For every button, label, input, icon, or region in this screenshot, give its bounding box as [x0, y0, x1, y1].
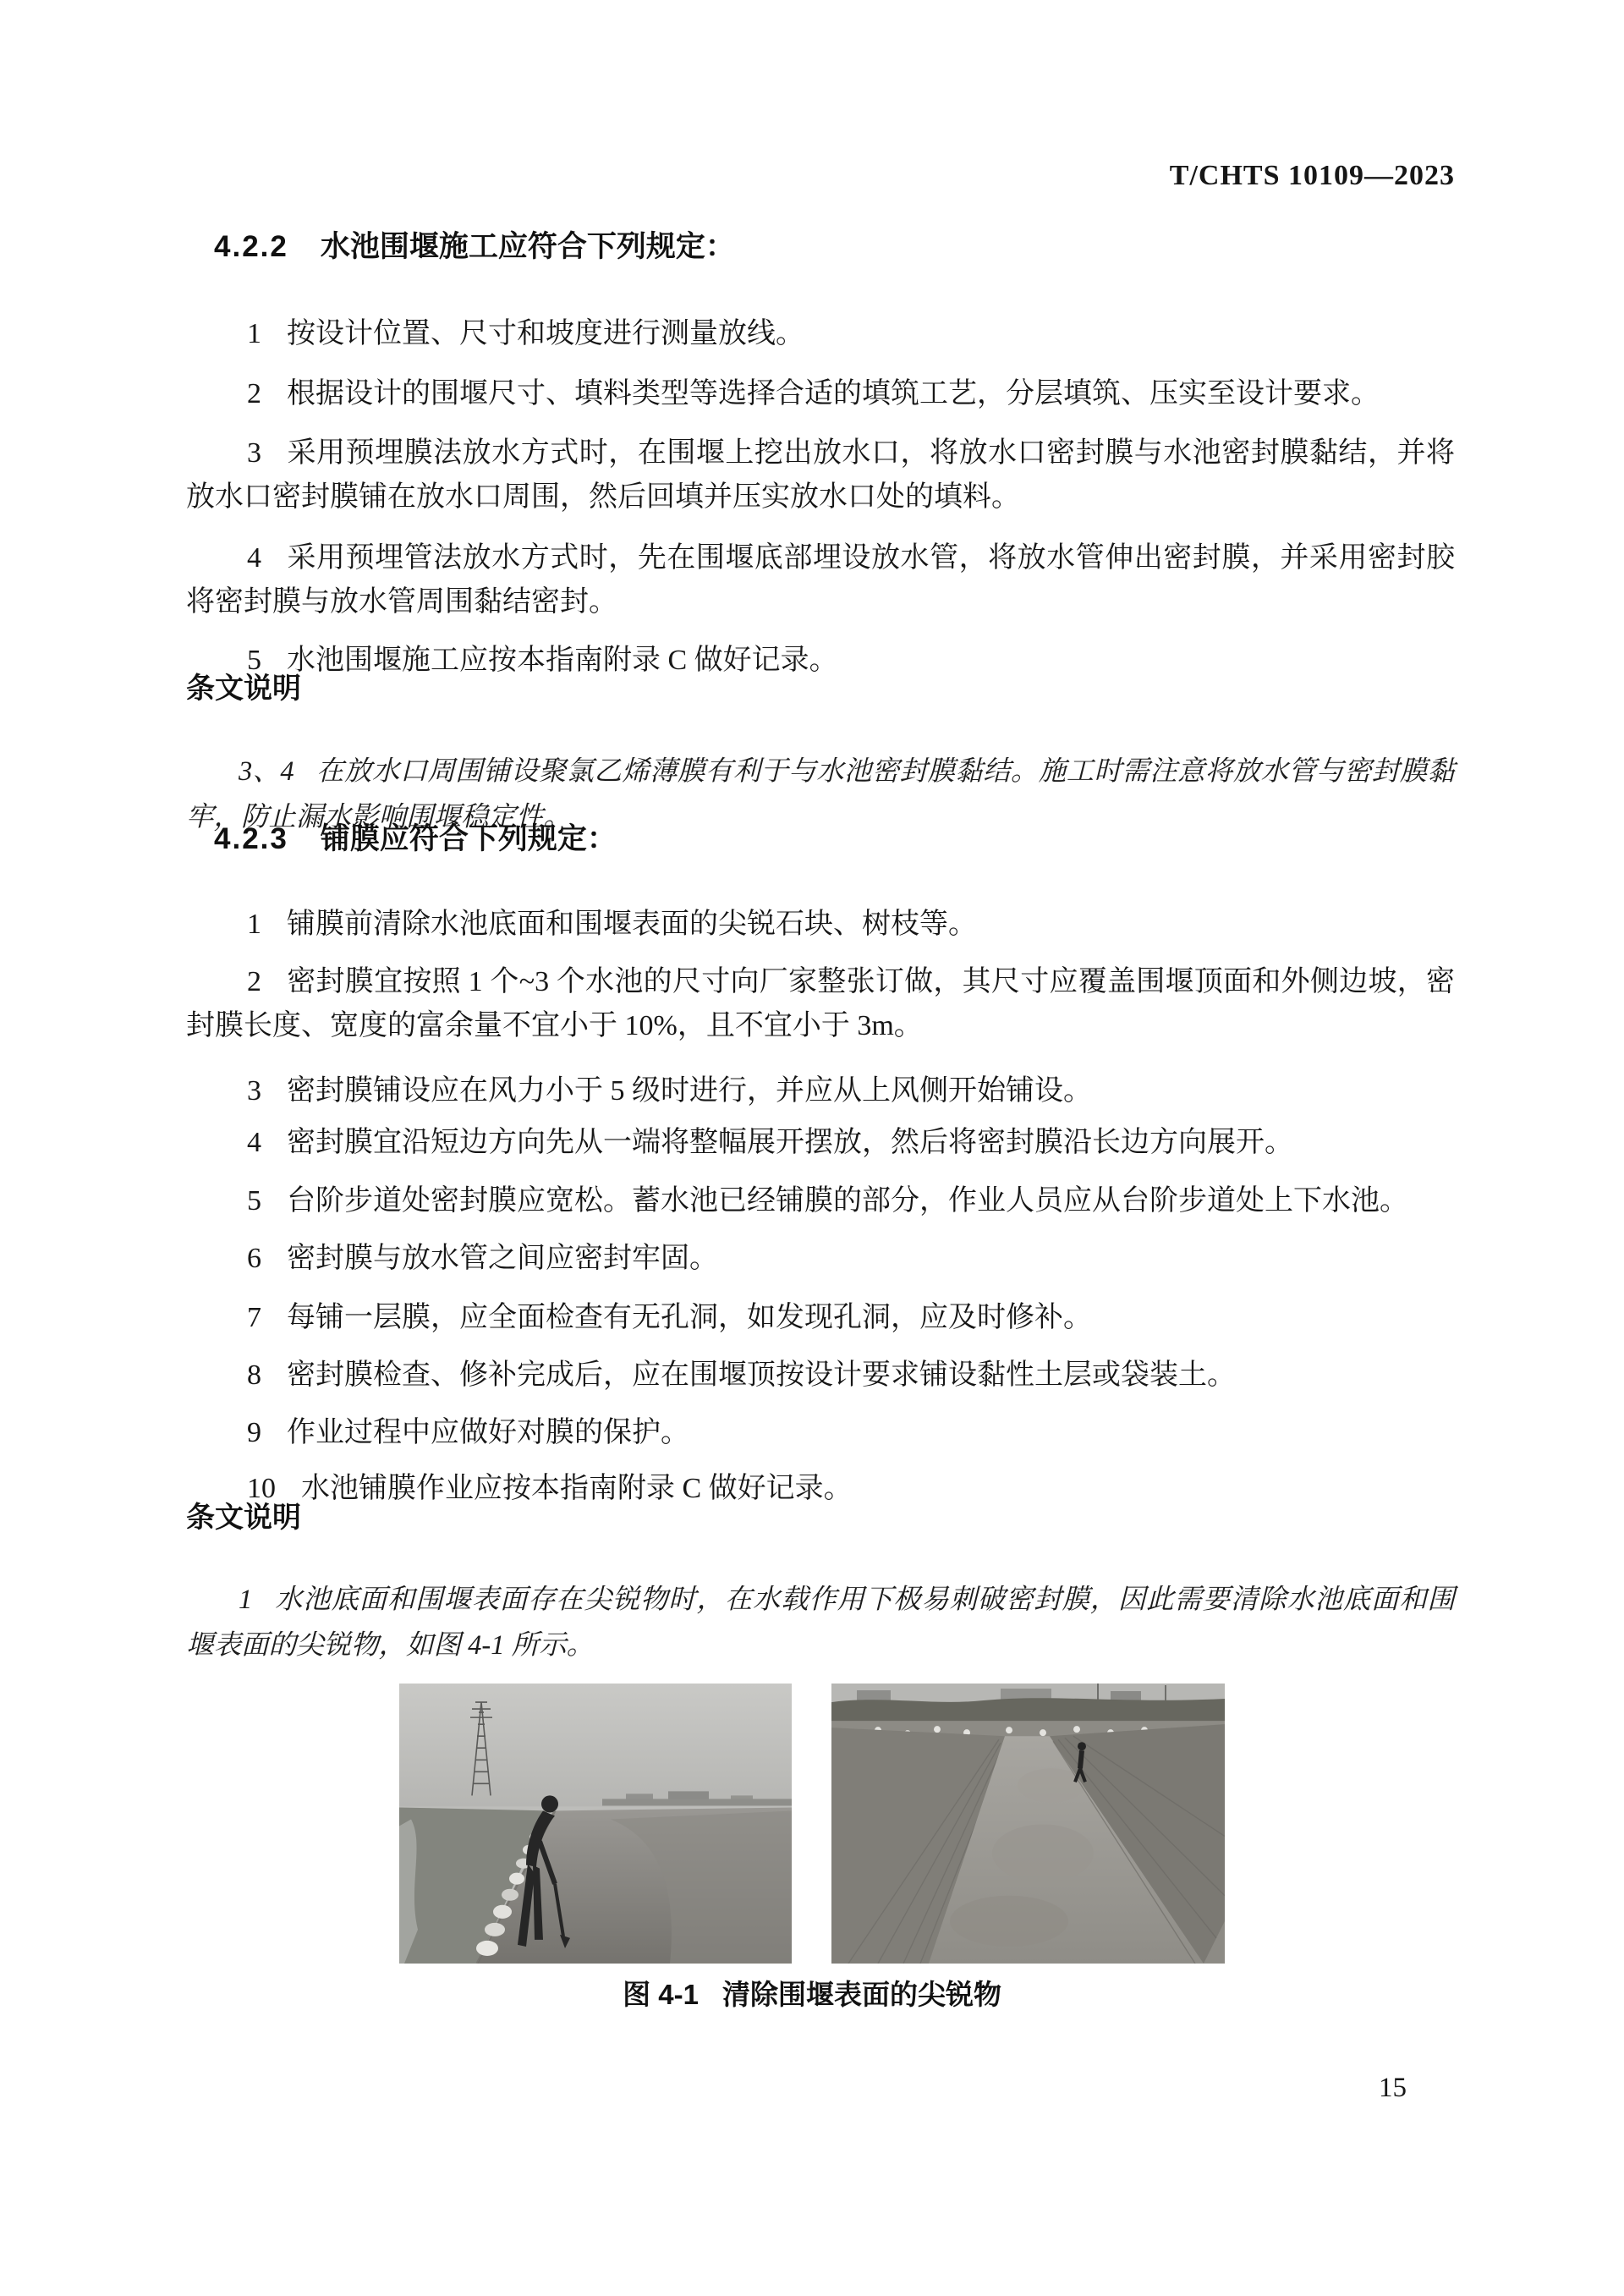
- item-number: 1: [247, 318, 261, 349]
- item-number: 3: [247, 437, 261, 469]
- clause-number: 4.2.3: [214, 822, 288, 855]
- note-text: 在放水口周围铺设聚氯乙烯薄膜有利于与水池密封膜黏结。施工时需注意将放水管与密封膜黏牢，防止漏水影响围堰稳定性。: [186, 755, 1455, 832]
- item-text: 密封膜检查、修补完成后，应在围堰顶按设计要求铺设黏性土层或袋装土。: [287, 1359, 1236, 1391]
- item-number: 8: [247, 1359, 261, 1391]
- clause-title: 水池围堰施工应符合下列规定：: [320, 230, 735, 263]
- list-item: [186, 431, 1455, 519]
- item-text: 台阶步道处密封膜应宽松。蓄水池已经铺膜的部分，作业人员应从台阶步道处上下水池。: [287, 1185, 1408, 1217]
- item-number: 9: [247, 1417, 261, 1448]
- item-number: 6: [247, 1243, 261, 1274]
- note-number: 3、4: [239, 755, 294, 787]
- list-item: [186, 1296, 1455, 1340]
- item-number: 4: [247, 1127, 261, 1158]
- note-item: [186, 1577, 1455, 1668]
- item-number: 1: [247, 909, 261, 940]
- clause-title: 铺膜应符合下列规定：: [320, 822, 617, 855]
- photo-right-illustration: [831, 1684, 1225, 1964]
- clause-4-2-3-heading: [186, 817, 1455, 861]
- list-item: [186, 1237, 1455, 1281]
- item-number: 3: [247, 1075, 261, 1107]
- list-item: [186, 1354, 1455, 1398]
- item-number: 5: [247, 645, 261, 676]
- item-number: 2: [247, 966, 261, 997]
- list-item: [186, 312, 1455, 356]
- list-item: [186, 1121, 1455, 1165]
- item-number: 5: [247, 1185, 261, 1217]
- list-item: [186, 1069, 1455, 1113]
- list-item: [186, 1179, 1455, 1223]
- figure-label: 图 4-1: [623, 1979, 699, 2010]
- item-text: 密封膜宜按照 1 个~3 个水池的尺寸向厂家整张订做，其尺寸应覆盖围堰顶面和外侧边坡，密封膜长度、宽度的富余量不宜小于 10%，且不宜小于 3m。: [186, 966, 1455, 1041]
- item-text: 采用预埋管法放水方式时，先在围堰底部埋设放水管，将放水管伸出密封膜，并采用密封胶将密封膜与放水管周围黏结密封。: [186, 542, 1455, 618]
- list-item: [186, 1411, 1455, 1455]
- item-text: 水池围堰施工应按本指南附录 C 做好记录。: [287, 645, 838, 676]
- list-item: [186, 372, 1455, 416]
- note-text: 水池底面和围堰表面存在尖锐物时，在水载作用下极易刺破密封膜，因此需要清除水池底面和围堰表面的尖锐物，如图 4-1 所示。: [186, 1584, 1455, 1661]
- item-text: 每铺一层膜，应全面检查有无孔洞，如发现孔洞，应及时修补。: [287, 1302, 1092, 1333]
- page-number: 15: [1379, 2073, 1407, 2103]
- item-number: 4: [247, 542, 261, 574]
- notes-heading: 条文说明: [186, 1502, 301, 1534]
- list-item: [186, 903, 1455, 947]
- item-text: 根据设计的围堰尺寸、填料类型等选择合适的填筑工艺，分层填筑、压实至设计要求。: [287, 378, 1380, 409]
- list-item: [186, 1467, 1455, 1511]
- clause-4-2-2-heading: [186, 225, 1455, 269]
- list-item: [186, 639, 1455, 683]
- item-text: 铺膜前清除水池底面和围堰表面的尖锐石块、树枝等。: [287, 909, 977, 940]
- photo-left-embankment-worker: [399, 1684, 792, 1964]
- item-text: 水池铺膜作业应按本指南附录 C 做好记录。: [301, 1473, 853, 1504]
- item-text: 按设计位置、尺寸和坡度进行测量放线。: [287, 318, 804, 349]
- item-number: 10: [247, 1473, 276, 1504]
- item-text: 采用预埋膜法放水方式时，在围堰上挖出放水口，将放水口密封膜与水池密封膜黏结，并将放水口密封膜铺在放水口周围，然后回填并压实放水口处的填料。: [186, 437, 1455, 513]
- item-text: 密封膜宜沿短边方向先从一端将整幅展开摆放，然后将密封膜沿长边方向展开。: [287, 1127, 1293, 1158]
- notes-heading: 条文说明: [186, 673, 301, 705]
- figure-caption: [399, 1976, 1225, 2013]
- list-item: [186, 960, 1455, 1048]
- clause-number: 4.2.2: [214, 230, 288, 263]
- photo-left-illustration: [399, 1684, 792, 1964]
- list-item: [186, 536, 1455, 624]
- figure-title: 清除围堰表面的尖锐物: [721, 1979, 1001, 2010]
- item-number: 7: [247, 1302, 261, 1333]
- item-text: 作业过程中应做好对膜的保护。: [287, 1417, 689, 1448]
- item-text: 密封膜与放水管之间应密封牢固。: [287, 1243, 718, 1274]
- note-number: 1: [239, 1584, 253, 1615]
- doc-code: T/CHTS 10109—2023: [1169, 160, 1455, 191]
- item-text: 密封膜铺设应在风力小于 5 级时进行，并应从上风侧开始铺设。: [287, 1075, 1092, 1107]
- photo-right-cofferdam-ridge: [831, 1684, 1225, 1964]
- item-number: 2: [247, 378, 261, 409]
